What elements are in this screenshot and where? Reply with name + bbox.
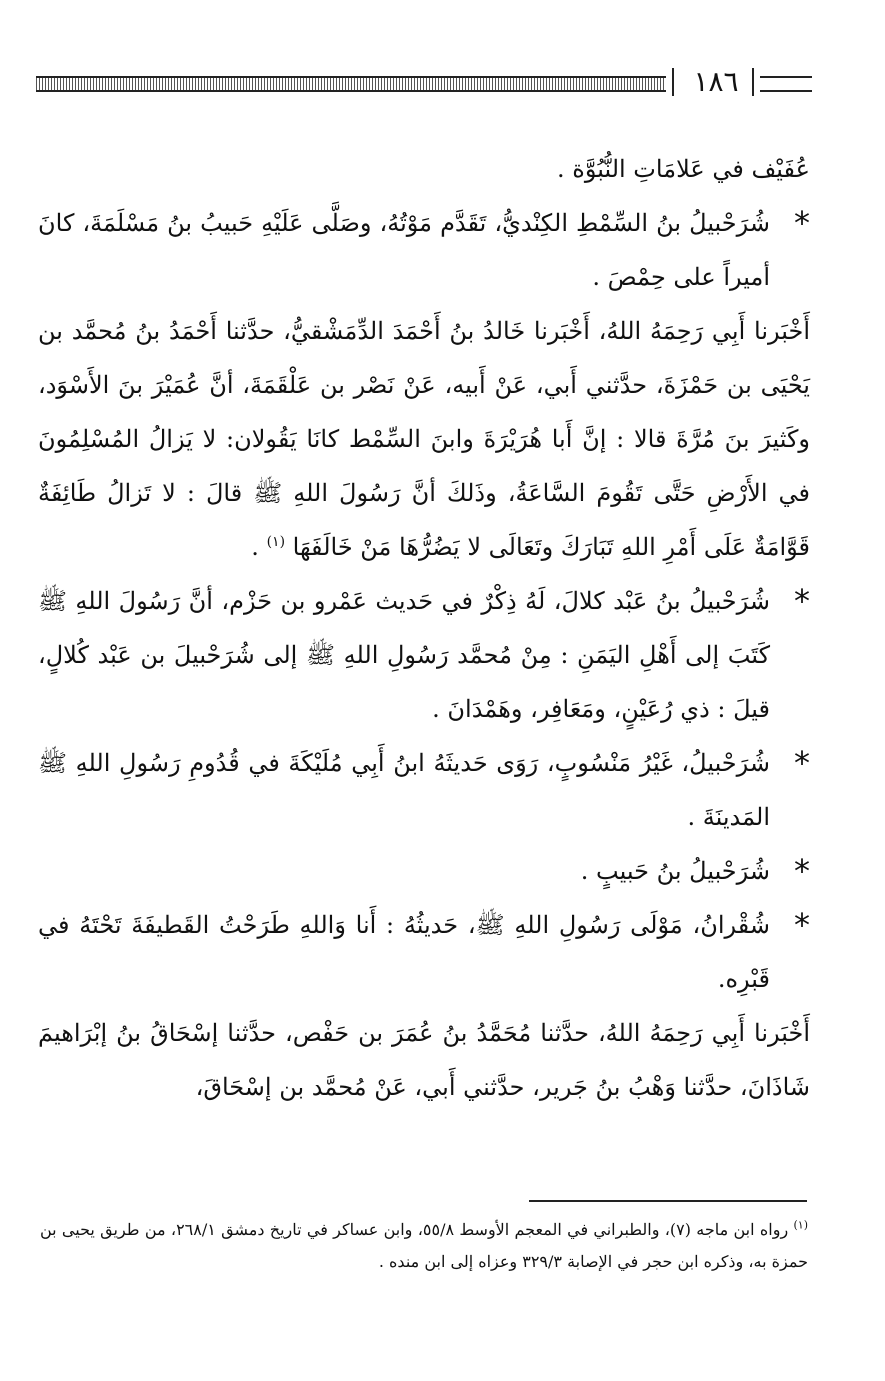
paragraph-hadith-chain xyxy=(38,304,810,574)
entry-star-marker: * xyxy=(794,744,810,782)
header-ornamental-rule xyxy=(36,76,666,92)
entry-text: شُرَحْبيلُ بنُ عَبْد كلالَ، لَهُ ذِكْرٌ في حَديث عَمْرو بن حَزْم، أنَّ رَسُولَ اللهِ ﷺ كَتَبَ إلى أَهْلِ اليَمَنِ : مِنْ مُحمَّد رَسُولِ اللهِ ﷺ إلى شُرَحْبيلَ بن عَبْد كُلالٍ، قيلَ : ذي رُعَيْنٍ، ومَعَافِر، وهَمْدَانَ . xyxy=(38,587,770,723)
paragraph-hadith-chain-2: أَخْبَرنا أَبِي رَحِمَهُ اللهُ، حدَّثنا مُحَمَّدُ بنُ عُمَرَ بن حَفْص، حدَّثنا إسْحَاقُ بنُ إبْرَاهيمَ شَاذَانَ، حدَّثنا وَهْبُ بنُ جَرير، حدَّثني أَبي، عَنْ مُحمَّد بن إسْحَاقَ، xyxy=(38,1019,810,1101)
footnote-text: رواه ابن ماجه (٧)، والطبراني في المعجم الأوسط ٥٥/٨، وابن عساكر في تاريخ دمشق ٢٦٨/١، من طريق يحيى بن حمزة به، وذكره ابن حجر في الإصابة ٣٢٩/٣ وعزاه إلى ابن منده . xyxy=(40,1220,808,1271)
entry-text: شُرَحْبيلُ بنُ السِّمْطِ الكِنْديُّ، تَقَدَّم مَوْتُهُ، وصَلَّى عَلَيْهِ حَبيبُ بنُ مَسْلَمَةَ، كانَ أميراً على حِمْصَ . xyxy=(38,209,770,291)
entry-shurahbil-ibn-habib xyxy=(38,844,810,898)
entry-star-marker: * xyxy=(794,204,810,242)
page-body xyxy=(38,142,810,1114)
header-divider-right xyxy=(752,68,754,96)
entry-text: شُرَحْبيلُ بنُ حَبيبٍ . xyxy=(580,857,770,885)
entry-text: شُقْرانُ، مَوْلَى رَسُولِ اللهِ ﷺ، حَديثُهُ : أَنا وَاللهِ طَرَحْتُ القَطيفَةَ تَحْتَهُ في قَبْرِه. xyxy=(38,911,770,993)
footnote-separator xyxy=(529,1200,807,1202)
footnote-reference: (١) xyxy=(266,534,286,550)
entry-star-marker: * xyxy=(794,852,810,890)
entry-shurahbil-ibn-al-simt xyxy=(38,196,810,304)
entry-text: شُرَحْبيلُ، غَيْرُ مَنْسُوبٍ، رَوَى حَديثَهُ ابنُ أَبِي مُلَيْكَةَ في قُدُومِ رَسُولِ اللهِ ﷺ المَدينَةَ . xyxy=(38,749,770,831)
header-divider-left xyxy=(672,68,674,96)
header-rule-end xyxy=(760,76,812,92)
paragraph-text: أَخْبَرنا أَبِي رَحِمَهُ اللهُ، أَخْبَرنا خَالدُ بنُ أَحْمَدَ الدِّمَشْقيُّ، حدَّثنا أَحْمَدُ بنُ مُحمَّد بن يَحْيَى بن حَمْزَةَ، حدَّثني أَبي، عَنْ أَبيه، عَنْ نَصْر بن عَلْقَمَةَ، أنَّ عُمَيْرَ بنَ الأَسْوَد، وكَثيرَ بنَ مُرَّةَ قالا : إنَّ أَبا هُرَيْرَةَ وابنَ السِّمْط كانَا يَقُولان: لا يَزالُ المُسْلِمُونَ في الأَرْضِ حَتَّى تَقُومَ السَّاعَةُ، وذَلكَ أنَّ رَسُولَ اللهِ ﷺ قالَ : لا تَزالُ طَائِفَةٌ قَوَّامَةٌ عَلَى أَمْرِ اللهِ تَبَارَكَ وتَعَالَى لا يَضُرُّهَا مَنْ خَالَفَهَا xyxy=(38,317,811,561)
entry-shuqran xyxy=(38,898,810,1006)
entry-shurahbil-unattributed xyxy=(38,736,810,844)
entry-star-marker: * xyxy=(794,582,810,620)
footnotes xyxy=(40,1214,808,1278)
page-header xyxy=(36,62,812,102)
entry-star-marker: * xyxy=(794,906,810,944)
entry-shurahbil-ibn-abd-kulal xyxy=(38,574,810,736)
paragraph-end: . xyxy=(251,533,259,561)
page-number: ١٨٦ xyxy=(693,65,739,98)
paragraph-continuation: عُفَيْف في عَلامَاتِ النُّبُوَّة . xyxy=(556,155,810,183)
footnote-mark: (١) xyxy=(793,1218,808,1232)
